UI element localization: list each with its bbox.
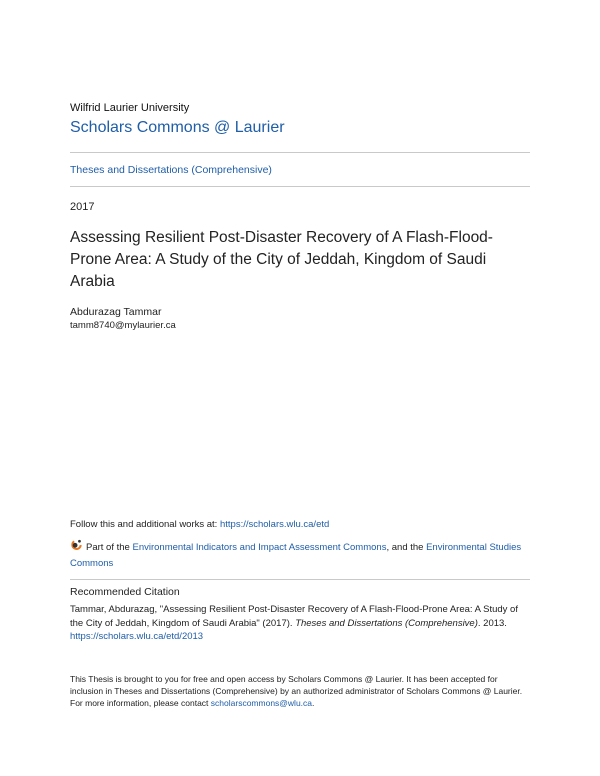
divider-top xyxy=(70,152,530,153)
series-link[interactable]: Theses and Dissertations (Comprehensive) xyxy=(70,164,272,176)
environmental-studies-link[interactable]: Environmental Studies Commons xyxy=(70,542,522,569)
follow-line xyxy=(70,519,329,530)
publication-year: 2017 xyxy=(70,201,95,213)
divider-citation xyxy=(70,579,530,580)
institution-name: Wilfrid Laurier University xyxy=(70,102,190,114)
environmental-indicators-link[interactable]: Environmental Indicators and Impact Assessment Commons xyxy=(132,542,387,553)
citation-text xyxy=(70,603,532,644)
follow-url-link[interactable]: https://scholars.wlu.ca/etd xyxy=(219,519,330,530)
author-name: Abdurazag Tammar xyxy=(70,306,162,318)
part-of-middle: , and the xyxy=(386,542,427,553)
citation-heading: Recommended Citation xyxy=(70,586,180,598)
access-statement xyxy=(70,673,532,709)
citation-number: . 2013. xyxy=(477,617,507,629)
part-of-line xyxy=(70,539,530,572)
citation-url-link[interactable]: https://scholars.wlu.ca/etd/2013 xyxy=(70,631,204,642)
network-icon xyxy=(70,539,83,552)
citation-series: Theses and Dissertations (Comprehensive) xyxy=(295,617,478,629)
paper-title: Assessing Resilient Post-Disaster Recovery of A Flash-Flood-Prone Area: A Study of the City of Jeddah, Kingdom of Saudi Arabia xyxy=(70,229,493,290)
access-end: . xyxy=(312,698,315,708)
citation-main: Tammar, Abdurazag, "Assessing Resilient Post-Disaster Recovery of A Flash-Flood-Prone Area: A Study of the City of Jeddah, Kingdom of Saudi Arabia" (2017). xyxy=(70,604,518,629)
divider-bottom xyxy=(70,186,530,187)
follow-prefix: Follow this and additional works at: xyxy=(70,519,220,530)
contact-email-link[interactable]: scholarscommons@wlu.ca xyxy=(210,698,313,708)
access-text: This Thesis is brought to you for free and open access by Scholars Commons @ Laurier. It has been accepted for inclusion in Theses and Dissertations (Comprehensive) by an authorized administrator of Scholars Commons @ Laurier. For more information, please contact xyxy=(70,674,523,708)
repository-link[interactable]: Scholars Commons @ Laurier xyxy=(70,119,285,136)
author-email: tamm8740@mylaurier.ca xyxy=(70,320,176,331)
part-of-prefix: Part of the xyxy=(86,542,133,553)
